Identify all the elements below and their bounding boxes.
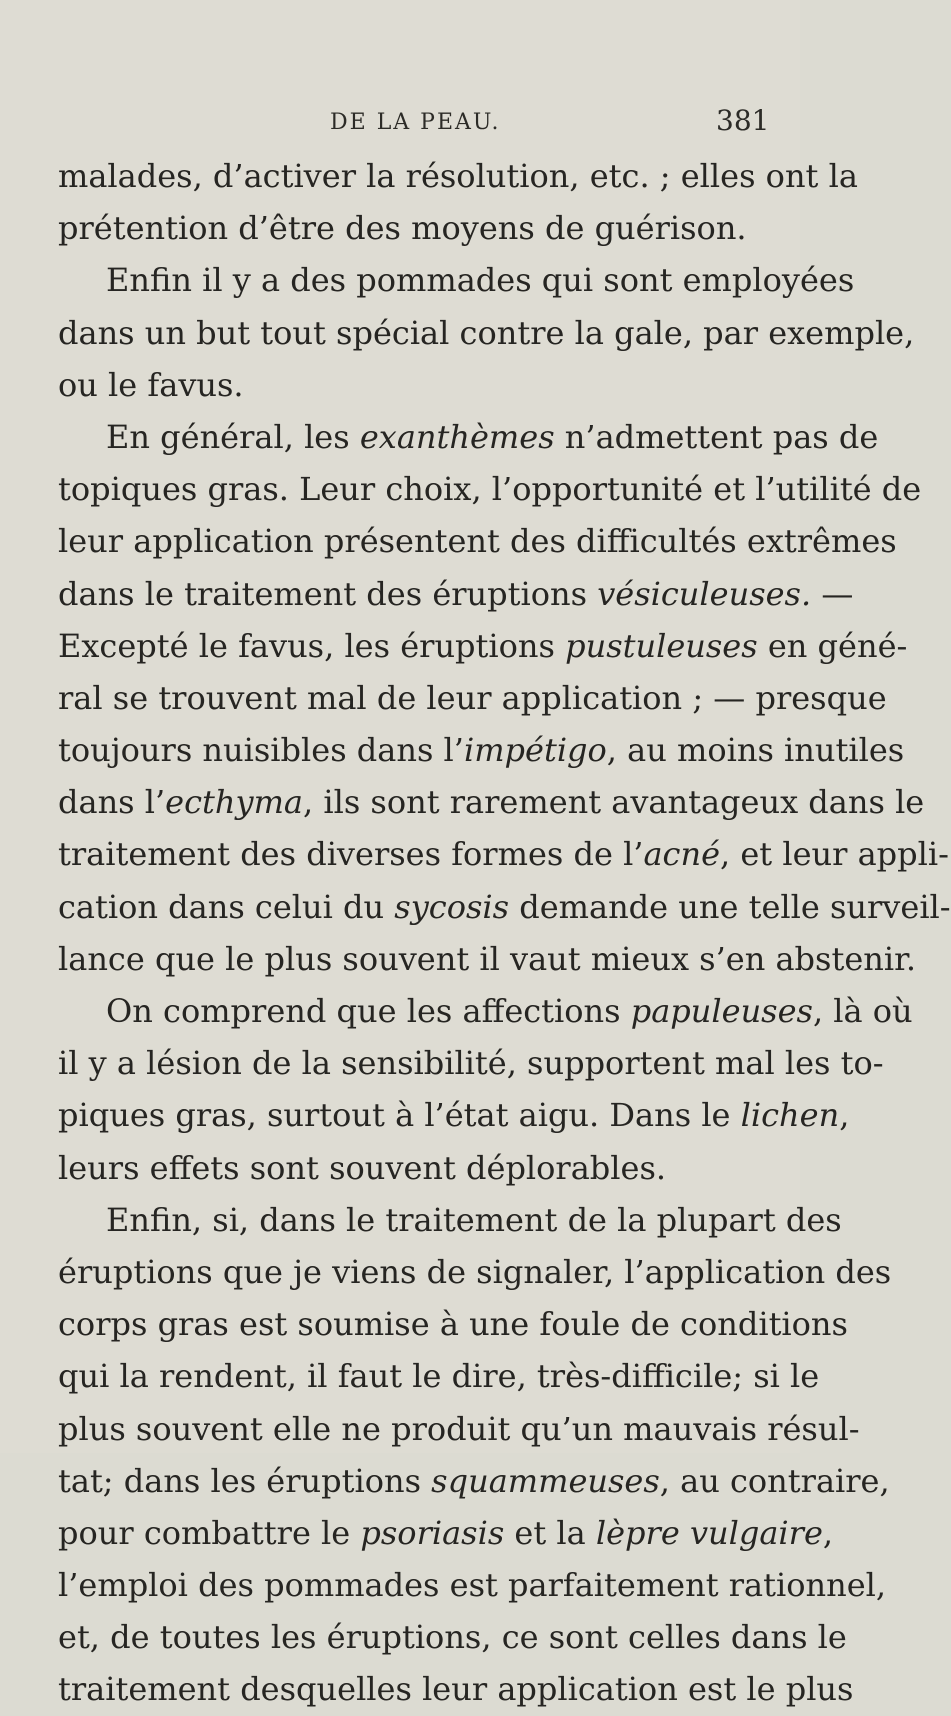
- text-line: [58, 724, 905, 776]
- text-line: [58, 254, 855, 306]
- text-line: [58, 672, 887, 724]
- text-run: ,: [822, 1513, 834, 1552]
- text-line: [58, 1246, 892, 1298]
- text-line: [58, 1037, 884, 1089]
- text-line: [58, 881, 951, 933]
- text-run: prétention d’être des moyens de guérison.: [58, 209, 747, 248]
- text-run: en géné-: [757, 626, 908, 665]
- text-run: —: [811, 574, 854, 613]
- text-line: [58, 1559, 887, 1611]
- italic-term: lèpre vulgaire: [595, 1513, 823, 1552]
- italic-term: acné: [643, 835, 721, 874]
- text-line: [58, 1142, 774, 1194]
- body-text: [58, 150, 951, 1716]
- text-line: [58, 985, 913, 1037]
- text-line: [58, 1403, 860, 1455]
- text-run: leur application présentent des difficultés extrêmes: [58, 522, 897, 561]
- italic-term: papuleuses: [630, 992, 813, 1030]
- text-line: [58, 1298, 848, 1350]
- paragraph: [58, 985, 913, 1194]
- page-number: 381: [716, 104, 770, 137]
- paragraph: [58, 1194, 892, 1716]
- text-line: [58, 411, 879, 463]
- paragraph: [58, 150, 858, 254]
- text-run: malades, d’activer la résolution, etc. ; elles ont la: [58, 157, 858, 195]
- text-run: , là où: [812, 992, 913, 1030]
- text-run: piques gras, surtout à l’état aigu. Dans le: [58, 1096, 741, 1135]
- text-line: [58, 1663, 854, 1715]
- text-run: demande une telle surveil-: [509, 887, 951, 926]
- italic-term: psoriasis: [360, 1513, 505, 1552]
- text-run: dans l’: [58, 783, 166, 822]
- italic-term: lichen: [740, 1096, 840, 1135]
- text-run: , et leur appli-: [720, 835, 949, 874]
- text-run: plus souvent elle ne produit qu’un mauvais résul-: [58, 1409, 860, 1448]
- text-run: l’emploi des pommades est parfaitement rationnel,: [58, 1566, 887, 1605]
- text-line: [58, 828, 949, 880]
- text-run: cation dans celui du: [58, 887, 395, 926]
- text-line: [58, 1350, 820, 1402]
- text-line: [58, 307, 915, 359]
- text-run: tat; dans les éruptions: [58, 1461, 432, 1500]
- text-line: [58, 1455, 890, 1507]
- text-run: n’admettent pas de: [554, 417, 879, 456]
- text-line: [58, 1089, 850, 1141]
- paragraph: [58, 254, 915, 411]
- text-line: [58, 1507, 834, 1559]
- text-line: [58, 776, 925, 828]
- text-run: qui la rendent, il faut le dire, très-difficile; si le: [58, 1357, 820, 1396]
- text-run: leurs effets sont souvent déplorables.: [58, 1148, 667, 1187]
- text-line: [58, 202, 774, 254]
- italic-term: squammeuses: [431, 1461, 660, 1500]
- text-run: Excepté le favus, les éruptions: [58, 626, 566, 665]
- text-run: , ils sont rarement avantageux dans le: [303, 783, 925, 822]
- text-run: Enfin il y a des pommades qui sont employées: [106, 261, 855, 300]
- text-run: et, de toutes les éruptions, ce sont celles dans le: [58, 1618, 847, 1657]
- text-run: On comprend que les affections: [106, 992, 631, 1030]
- italic-term: impétigo: [463, 731, 607, 770]
- italic-term: sycosis: [394, 887, 510, 926]
- text-run: traitement des diverses formes de l’: [58, 835, 644, 874]
- text-line: [58, 150, 858, 202]
- italic-term: vésiculeuses.: [597, 574, 812, 613]
- text-line: [58, 1611, 847, 1663]
- text-line: [58, 359, 774, 411]
- text-run: traitement desquelles leur application est le plus: [58, 1670, 854, 1709]
- italic-term: pustuleuses: [565, 626, 758, 665]
- italic-term: exanthèmes: [359, 417, 555, 456]
- text-line: [58, 568, 854, 620]
- text-run: , au contraire,: [659, 1461, 890, 1500]
- text-run: lance que le plus souvent il vaut mieux s’en abstenir.: [58, 939, 917, 978]
- text-run: pour combattre le: [58, 1513, 361, 1552]
- text-line: [58, 1194, 842, 1246]
- text-run: dans le traitement des éruptions: [58, 574, 598, 613]
- text-line: [58, 463, 922, 515]
- page-header: [0, 104, 800, 150]
- text-run: ,: [839, 1096, 850, 1135]
- text-run: et la: [504, 1513, 596, 1552]
- text-run: corps gras est soumise à une foule de conditions: [58, 1305, 848, 1344]
- text-run: il y a lésion de la sensibilité, supportent mal les to-: [58, 1044, 884, 1083]
- text-line: [58, 515, 897, 567]
- text-run: Enfin, si, dans le traitement de la plupart des: [106, 1200, 842, 1239]
- text-run: dans un but tout spécial contre la gale, par exemple,: [58, 313, 915, 352]
- text-run: , au moins inutiles: [606, 731, 905, 770]
- text-run: toujours nuisibles dans l’: [58, 731, 464, 770]
- italic-term: ecthyma: [165, 783, 303, 822]
- text-run: topiques gras. Leur choix, l’opportunité et l’utilité de: [58, 470, 922, 509]
- paragraph: [58, 411, 951, 985]
- text-run: ou le favus.: [58, 365, 244, 404]
- text-run: En général, les: [106, 417, 360, 456]
- running-head: DE LA PEAU.: [330, 110, 501, 135]
- text-run: ral se trouvent mal de leur application ; — presque: [58, 678, 887, 717]
- text-line: [58, 933, 917, 985]
- text-run: éruptions que je viens de signaler, l’application des: [58, 1252, 892, 1291]
- text-line: [58, 620, 908, 672]
